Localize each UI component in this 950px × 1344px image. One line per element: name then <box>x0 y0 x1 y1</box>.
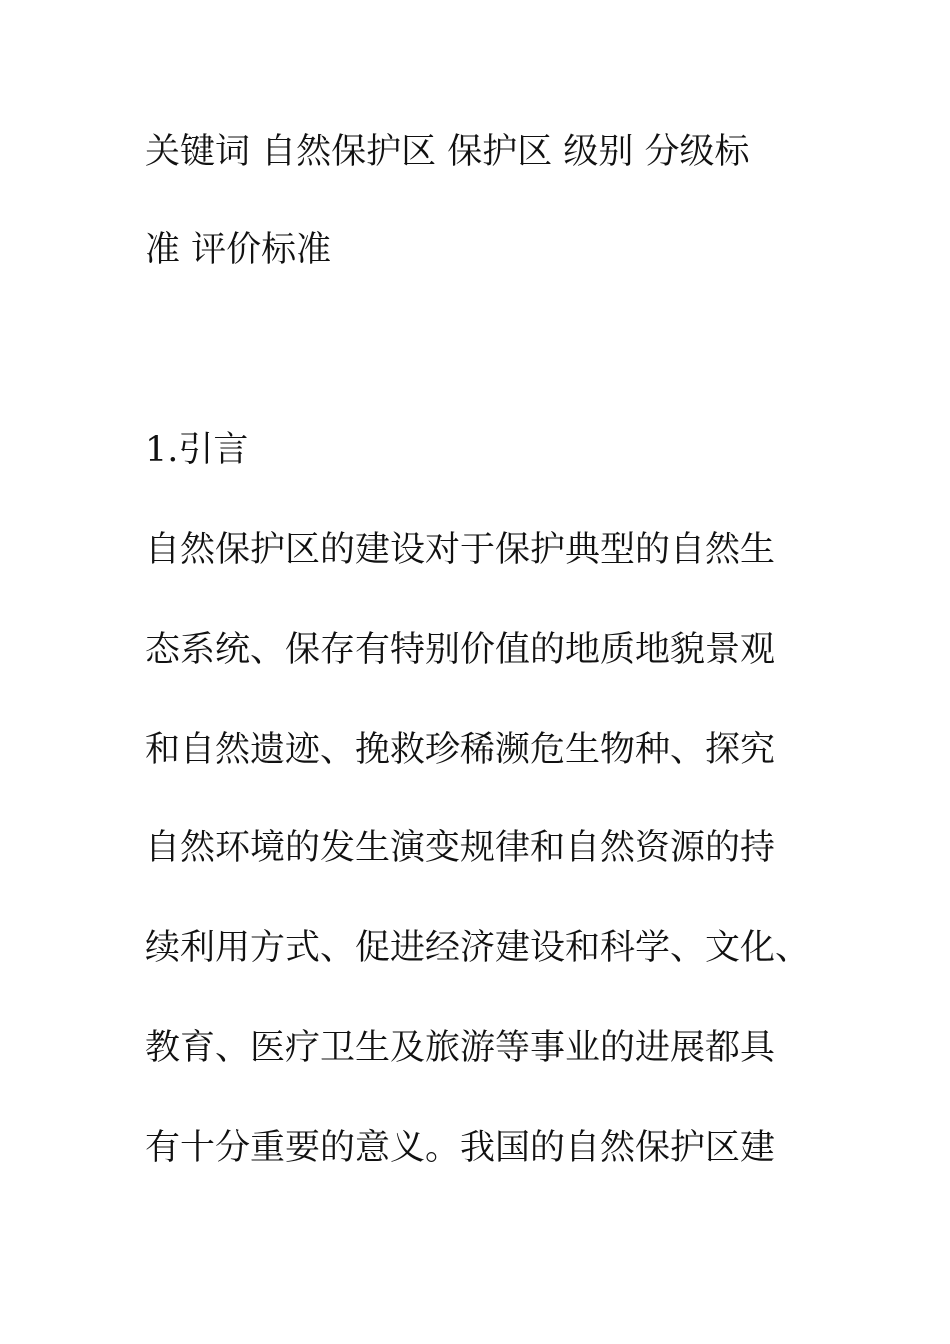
paragraph-line: 自然环境的发生演变规律和自然资源的持 <box>145 828 776 868</box>
paragraph-line: 教育、医疗卫生及旅游等事业的进展都具 <box>145 1028 776 1068</box>
paragraph-line: 和自然遗迹、挽救珍稀濒危生物种、探究 <box>145 730 776 770</box>
paragraph-line: 态系统、保存有特别价值的地质地貌景观 <box>145 630 776 670</box>
paragraph-line: 续利用方式、促进经济建设和科学、文化、 <box>145 928 811 968</box>
keywords-line-2: 准 评价标准 <box>145 230 332 270</box>
paragraph-line: 有十分重要的意义。我国的自然保护区建 <box>145 1128 776 1168</box>
section-heading: 1.引言 <box>145 430 249 470</box>
paragraph-line: 自然保护区的建设对于保护典型的自然生 <box>145 530 776 570</box>
keywords-line-1: 关键词 自然保护区 保护区 级别 分级标 <box>145 132 750 172</box>
